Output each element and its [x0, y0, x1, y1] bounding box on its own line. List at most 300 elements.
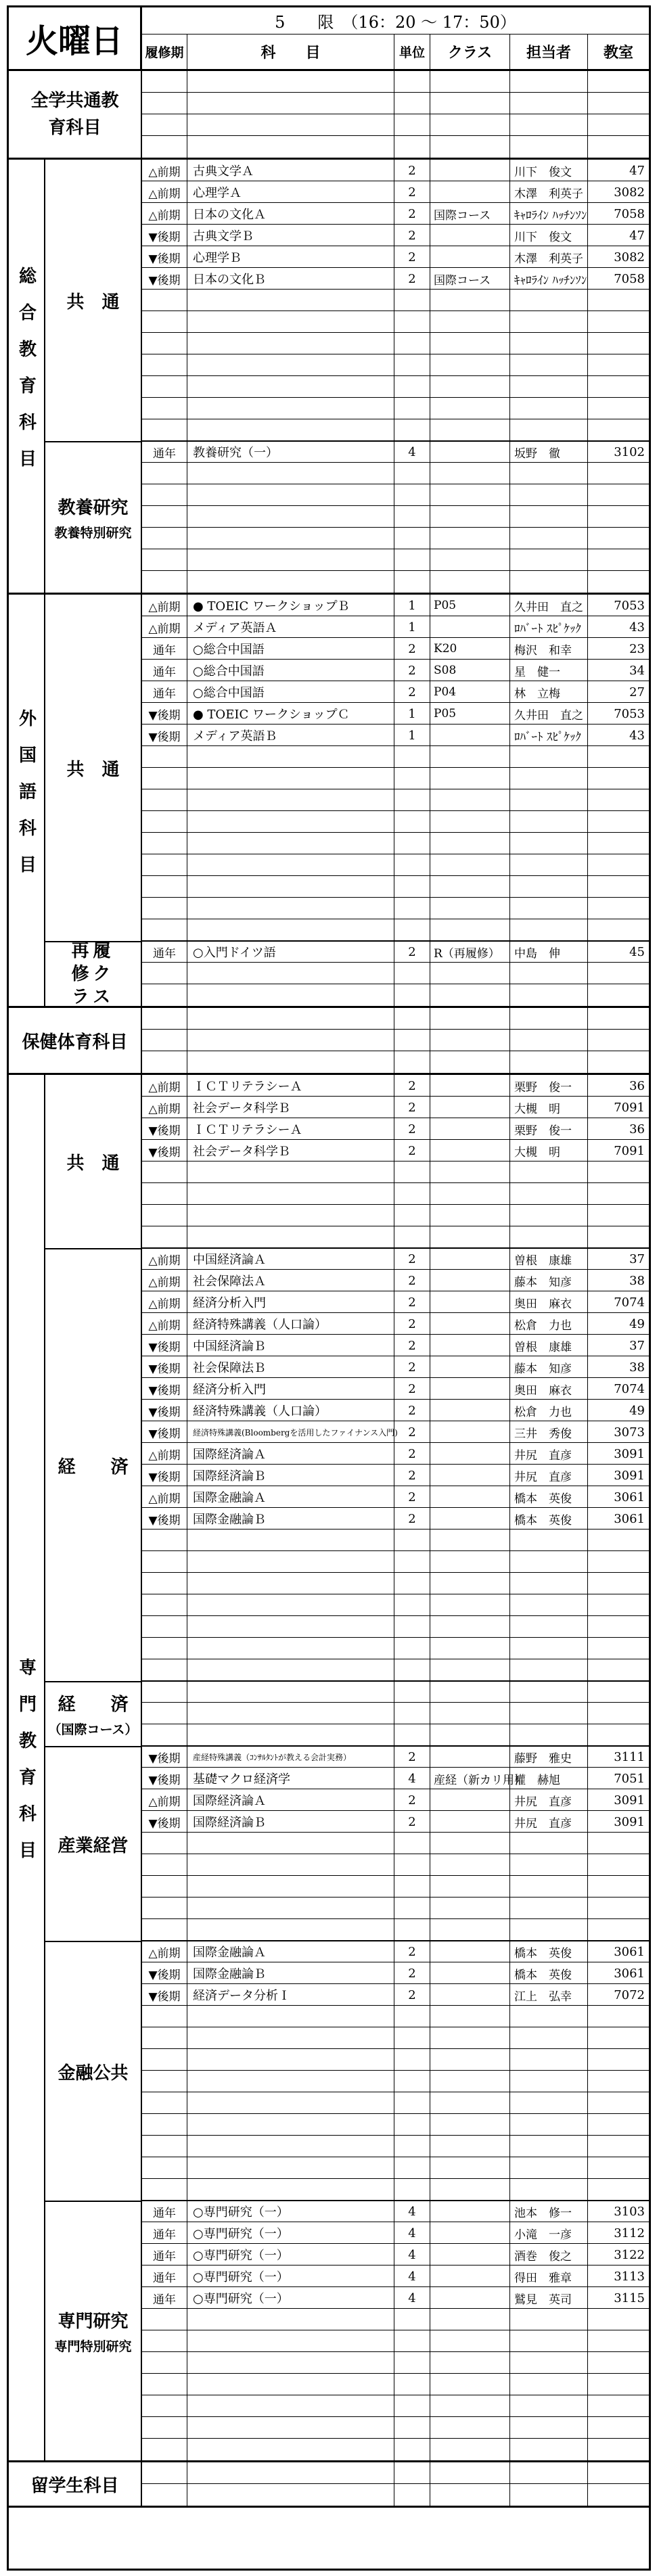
- unit-cell: [394, 2330, 430, 2352]
- empty-row: [142, 1162, 649, 1183]
- empty-row: [142, 963, 649, 984]
- unit-cell: 4: [394, 2222, 430, 2244]
- room-cell: 23: [629, 641, 645, 656]
- unit-cell: [394, 2179, 430, 2201]
- room-cell: [588, 1659, 649, 1681]
- teacher-cell: [510, 1703, 588, 1724]
- unit-cell: [394, 1638, 430, 1659]
- room-cell: [588, 768, 649, 789]
- course-row: [142, 1421, 649, 1443]
- class-cell: [430, 290, 510, 311]
- empty-row: [142, 1833, 649, 1854]
- class-cell: [430, 1594, 510, 1616]
- subject-cell: [187, 1030, 394, 1051]
- day-title: 火曜日: [9, 7, 142, 71]
- class-cell: [430, 398, 510, 419]
- course-row: [142, 160, 649, 181]
- subject-cell: [187, 290, 394, 311]
- teacher-cell: 得田 雅章: [510, 2266, 588, 2287]
- term-cell: [142, 919, 187, 941]
- term-cell: [142, 2352, 187, 2374]
- class-cell: [430, 1811, 510, 1833]
- empty-row: [142, 1051, 649, 1073]
- room-cell: 3102: [614, 444, 645, 459]
- course-row: [142, 616, 649, 638]
- term-cell: [142, 1162, 187, 1183]
- class-cell: [430, 2352, 510, 2374]
- subject-cell: 日本の文化Ｂ: [187, 268, 394, 290]
- class-cell: [430, 311, 510, 333]
- empty-row: [142, 1226, 649, 1248]
- class-cell: [430, 1941, 510, 1962]
- subject-cell: [187, 1919, 394, 1941]
- subsection-divider: [142, 1680, 649, 1682]
- teacher-cell: [510, 93, 588, 114]
- class-cell: [430, 2092, 510, 2114]
- subject-cell: [187, 1616, 394, 1638]
- unit-cell: [394, 1051, 430, 1073]
- room-cell: [588, 2027, 649, 2049]
- teacher-cell: [510, 811, 588, 833]
- term-cell: [142, 2049, 187, 2071]
- course-row: [142, 1097, 649, 1118]
- course-row: [142, 2222, 649, 2244]
- class-cell: [430, 2417, 510, 2439]
- teacher-cell: [510, 2439, 588, 2460]
- unit-cell: [394, 768, 430, 789]
- empty-row: [142, 549, 649, 571]
- subject-cell: [187, 528, 394, 549]
- teacher-cell: [510, 1854, 588, 1876]
- subject-cell: [187, 114, 394, 136]
- subject-cell: 国際経済論Ａ: [187, 1789, 394, 1811]
- room-cell: [588, 528, 649, 549]
- teacher-cell: [510, 398, 588, 419]
- unit-cell: 2: [394, 1248, 430, 1270]
- empty-row: [142, 768, 649, 789]
- subcategory-sogo-kyotsu: [45, 160, 142, 441]
- class-cell: [430, 1746, 510, 1768]
- room-cell: [588, 333, 649, 354]
- unit-cell: 1: [394, 595, 430, 616]
- subject-cell: ● TOEIC ワークショップＢ: [187, 595, 394, 616]
- empty-row: [142, 876, 649, 898]
- class-cell: [430, 333, 510, 354]
- class-cell: [430, 768, 510, 789]
- class-cell: [430, 1465, 510, 1486]
- room-cell: [588, 1030, 649, 1051]
- class-cell: [430, 1075, 510, 1097]
- class-cell: [430, 2309, 510, 2330]
- empty-row: [142, 528, 649, 549]
- unit-cell: [394, 963, 430, 984]
- subject-cell: [187, 1898, 394, 1919]
- room-cell: [588, 2309, 649, 2330]
- unit-cell: 4: [394, 2266, 430, 2287]
- term-cell: 通年: [142, 2201, 187, 2222]
- term-cell: [142, 876, 187, 898]
- subject-cell: [187, 2006, 394, 2027]
- unit-cell: 2: [394, 1811, 430, 1833]
- teacher-cell: 酒巻 俊之: [510, 2244, 588, 2266]
- term-cell: [142, 1703, 187, 1724]
- unit-cell: [394, 2462, 430, 2484]
- unit-cell: [394, 1703, 430, 1724]
- class-cell: [430, 2049, 510, 2071]
- unit-cell: 4: [394, 2287, 430, 2309]
- course-row: [142, 1356, 649, 1378]
- room-cell: 3082: [614, 250, 645, 264]
- subject-cell: 経済特殊講義（人口論）: [187, 1313, 394, 1335]
- subject-cell: [187, 1551, 394, 1573]
- unit-cell: [394, 2157, 430, 2179]
- subject-cell: 経済分析入門: [187, 1291, 394, 1313]
- class-cell: [430, 1530, 510, 1551]
- subject-cell: [187, 333, 394, 354]
- subject-cell: [187, 1876, 394, 1898]
- unit-cell: [394, 2352, 430, 2374]
- teacher-cell: 三井 秀俊: [510, 1421, 588, 1443]
- class-cell: [430, 789, 510, 811]
- subject-cell: 国際金融論Ａ: [187, 1486, 394, 1508]
- empty-row: [142, 1205, 649, 1226]
- unit-cell: [394, 1162, 430, 1183]
- category-zengaku: 全学共通教育科目: [9, 71, 142, 158]
- subject-cell: [187, 1226, 394, 1248]
- class-cell: [430, 1162, 510, 1183]
- course-row: [142, 1248, 649, 1270]
- course-row: [142, 2266, 649, 2287]
- term-cell: [142, 2374, 187, 2395]
- class-cell: [430, 1421, 510, 1443]
- unit-cell: [394, 1681, 430, 1703]
- subject-cell: [187, 2027, 394, 2049]
- unit-cell: 2: [394, 1140, 430, 1162]
- teacher-cell: [510, 463, 588, 484]
- class-cell: [430, 1659, 510, 1681]
- teacher-cell: [510, 1919, 588, 1941]
- room-cell: [588, 833, 649, 854]
- category-gaikoku: [9, 595, 45, 1006]
- term-cell: △前期: [142, 1443, 187, 1465]
- term-cell: ▼後期: [142, 1140, 187, 1162]
- subcategory-gai-kyotsu: [45, 595, 142, 941]
- subject-cell: 国際金融論Ａ: [187, 1941, 394, 1962]
- subject-cell: [187, 506, 394, 528]
- subsection-divider: [142, 940, 649, 942]
- class-cell: [430, 876, 510, 898]
- class-cell: [430, 2006, 510, 2027]
- class-cell: [430, 746, 510, 768]
- course-row: [142, 638, 649, 660]
- class-cell: [430, 463, 510, 484]
- term-cell: [142, 484, 187, 506]
- unit-cell: [394, 333, 430, 354]
- subject-cell: [187, 2049, 394, 2071]
- term-cell: 通年: [142, 941, 187, 963]
- subject-cell: 社会データ科学Ｂ: [187, 1097, 394, 1118]
- teacher-cell: 鷲見 英司: [510, 2287, 588, 2309]
- unit-cell: 2: [394, 638, 430, 660]
- category-ryugaku: 留学生科目: [9, 2462, 142, 2506]
- empty-row: [142, 2049, 649, 2071]
- term-cell: [142, 2027, 187, 2049]
- subsection-divider: [142, 1940, 649, 1941]
- subcategory-keizai-course-sublabel: （国際コース）: [48, 1722, 138, 1737]
- room-cell: [588, 2049, 649, 2071]
- subcategory-keizai-course: [45, 1681, 142, 1746]
- subject-cell: [187, 768, 394, 789]
- class-cell: P05: [430, 595, 510, 616]
- teacher-cell: [510, 1051, 588, 1073]
- unit-cell: [394, 898, 430, 919]
- room-cell: [588, 1833, 649, 1854]
- subsection-divider: [142, 440, 649, 442]
- class-cell: [430, 1248, 510, 1270]
- term-cell: [142, 2309, 187, 2330]
- term-cell: [142, 114, 187, 136]
- subject-cell: [187, 1008, 394, 1030]
- empty-row: [142, 2417, 649, 2439]
- room-cell: [588, 1162, 649, 1183]
- subject-cell: [187, 376, 394, 398]
- term-cell: △前期: [142, 1097, 187, 1118]
- unit-cell: 2: [394, 1313, 430, 1335]
- unit-cell: [394, 463, 430, 484]
- class-cell: [430, 528, 510, 549]
- term-cell: [142, 311, 187, 333]
- teacher-cell: 藤野 雅史: [510, 1746, 588, 1768]
- subject-cell: 基礎マクロ経済学: [187, 1768, 394, 1789]
- room-cell: [588, 376, 649, 398]
- teacher-cell: 木澤 利英子: [510, 181, 588, 203]
- room-cell: 7074: [614, 1295, 645, 1310]
- subject-cell: [187, 1724, 394, 1746]
- teacher-cell: 坂野 徹: [510, 441, 588, 463]
- subject-cell: 国際経済論Ｂ: [187, 1465, 394, 1486]
- class-cell: [430, 181, 510, 203]
- subject-cell: [187, 919, 394, 941]
- room-cell: [588, 2136, 649, 2157]
- class-cell: [430, 2222, 510, 2244]
- unit-cell: [394, 528, 430, 549]
- subcategory-senmon-kenkyu: [45, 2201, 142, 2460]
- subject-cell: 社会保障法Ａ: [187, 1270, 394, 1291]
- unit-cell: 2: [394, 660, 430, 681]
- unit-cell: 4: [394, 441, 430, 463]
- room-cell: [588, 114, 649, 136]
- room-cell: 7053: [614, 598, 645, 613]
- room-cell: [588, 2352, 649, 2374]
- subject-cell: [187, 398, 394, 419]
- teacher-cell: [510, 2417, 588, 2439]
- term-cell: △前期: [142, 160, 187, 181]
- term-cell: [142, 1898, 187, 1919]
- term-cell: ▼後期: [142, 1768, 187, 1789]
- room-cell: [588, 2395, 649, 2417]
- room-cell: 3082: [614, 185, 645, 200]
- unit-cell: [394, 71, 430, 93]
- empty-row: [142, 898, 649, 919]
- term-cell: [142, 1681, 187, 1703]
- course-row: [142, 246, 649, 268]
- empty-row: [142, 136, 649, 158]
- subcategory-sairishu-label: 再履修クラス: [71, 941, 115, 1007]
- subject-cell: [187, 136, 394, 158]
- room-cell: [588, 789, 649, 811]
- course-row: [142, 941, 649, 963]
- subject-cell: ● TOEIC ワークショップＣ: [187, 703, 394, 724]
- unit-cell: [394, 2309, 430, 2330]
- category-sogo-text: 総合教育科目: [16, 267, 37, 486]
- period-title: 5 限 （16：20 ～ 17：50）: [142, 7, 649, 34]
- room-cell: [588, 876, 649, 898]
- term-cell: [142, 854, 187, 876]
- empty-row: [142, 1551, 649, 1573]
- subcategory-kinyu-label: 金融公共: [58, 2063, 129, 2084]
- unit-cell: 2: [394, 181, 430, 203]
- subject-cell: [187, 1854, 394, 1876]
- term-cell: ▼後期: [142, 268, 187, 290]
- term-cell: [142, 1573, 187, 1594]
- subcategory-kyoyo: [45, 441, 142, 593]
- empty-row: [142, 1183, 649, 1205]
- unit-cell: 4: [394, 2201, 430, 2222]
- term-cell: ▼後期: [142, 1378, 187, 1400]
- course-row: [142, 1291, 649, 1313]
- teacher-cell: 井尻 直彦: [510, 1789, 588, 1811]
- subject-cell: [187, 2071, 394, 2092]
- unit-cell: 2: [394, 1291, 430, 1313]
- term-cell: [142, 2179, 187, 2201]
- term-cell: ▼後期: [142, 1421, 187, 1443]
- term-cell: ▼後期: [142, 225, 187, 246]
- unit-cell: 2: [394, 1097, 430, 1118]
- unit-cell: 2: [394, 203, 430, 225]
- room-cell: [588, 811, 649, 833]
- category-senmon: [9, 1075, 45, 2460]
- class-cell: [430, 919, 510, 941]
- class-cell: [430, 484, 510, 506]
- unit-cell: [394, 484, 430, 506]
- empty-row: [142, 789, 649, 811]
- term-cell: [142, 768, 187, 789]
- empty-row: [142, 854, 649, 876]
- subject-cell: [187, 833, 394, 854]
- class-cell: [430, 1097, 510, 1118]
- teacher-cell: [510, 984, 588, 1006]
- class-cell: [430, 1313, 510, 1335]
- class-cell: [430, 2244, 510, 2266]
- subcategory-keizai: [45, 1248, 142, 1681]
- teacher-cell: 栗野 俊一: [510, 1075, 588, 1097]
- class-cell: [430, 506, 510, 528]
- subject-cell: 経済分析入門: [187, 1378, 394, 1400]
- unit-cell: [394, 2049, 430, 2071]
- empty-row: [142, 1616, 649, 1638]
- unit-cell: [394, 1724, 430, 1746]
- teacher-cell: [510, 1659, 588, 1681]
- class-cell: [430, 1051, 510, 1073]
- subject-cell: [187, 811, 394, 833]
- term-cell: ▼後期: [142, 1118, 187, 1140]
- teacher-cell: 久井田 直之: [510, 703, 588, 724]
- subject-cell: [187, 1573, 394, 1594]
- room-cell: 3061: [614, 1966, 645, 1981]
- class-cell: 産経（新カリ用）: [430, 1768, 510, 1789]
- unit-cell: 2: [394, 1335, 430, 1356]
- teacher-cell: [510, 2330, 588, 2352]
- teacher-cell: ﾛﾊﾞｰﾄ ｽﾋﾟｹｯｸ: [510, 616, 588, 638]
- teacher-cell: 曽根 康雄: [510, 1335, 588, 1356]
- subject-cell: ○専門研究（一）: [187, 2244, 394, 2266]
- term-cell: [142, 2157, 187, 2179]
- term-cell: 通年: [142, 660, 187, 681]
- subcategory-kyoyo-sublabel: 教養特別研究: [54, 526, 132, 540]
- unit-cell: 2: [394, 1378, 430, 1400]
- room-cell: [588, 1681, 649, 1703]
- class-cell: [430, 1335, 510, 1356]
- term-cell: [142, 136, 187, 158]
- unit-cell: [394, 311, 430, 333]
- subject-cell: [187, 419, 394, 441]
- term-cell: [142, 463, 187, 484]
- class-cell: [430, 114, 510, 136]
- term-cell: 通年: [142, 2266, 187, 2287]
- unit-cell: [394, 506, 430, 528]
- empty-row: [142, 398, 649, 419]
- unit-cell: 2: [394, 1486, 430, 1508]
- subject-cell: 中国経済論Ａ: [187, 1248, 394, 1270]
- teacher-cell: [510, 789, 588, 811]
- course-row: [142, 1465, 649, 1486]
- course-row: [142, 1313, 649, 1335]
- class-cell: [430, 441, 510, 463]
- empty-row: [142, 114, 649, 136]
- unit-cell: [394, 2136, 430, 2157]
- subject-cell: [187, 1162, 394, 1183]
- room-cell: [588, 963, 649, 984]
- teacher-cell: [510, 1183, 588, 1205]
- term-cell: △前期: [142, 1313, 187, 1335]
- unit-cell: [394, 1898, 430, 1919]
- subject-cell: ＩＣＴリテラシーＡ: [187, 1118, 394, 1140]
- category-senmon-text: 専門教育科目: [16, 1658, 37, 1877]
- subcategory-sairishu: [45, 941, 142, 1006]
- class-cell: 国際コース: [430, 268, 510, 290]
- room-cell: 45: [629, 944, 645, 959]
- room-cell: [588, 354, 649, 376]
- subject-cell: [187, 2114, 394, 2136]
- subject-cell: 経済特殊講義(Bloombergを活用したファイナンス入門): [187, 1421, 394, 1443]
- term-cell: [142, 1530, 187, 1551]
- teacher-cell: ｷｬﾛﾗｲﾝ ﾊｯﾁﾝｿﾝ: [510, 268, 588, 290]
- room-cell: 3115: [614, 2291, 645, 2305]
- room-cell: [588, 1205, 649, 1226]
- teacher-cell: [510, 528, 588, 549]
- subject-cell: ○総合中国語: [187, 660, 394, 681]
- subject-cell: [187, 71, 394, 93]
- class-cell: [430, 1681, 510, 1703]
- room-cell: 7091: [614, 1143, 645, 1158]
- class-cell: [430, 354, 510, 376]
- course-row: [142, 703, 649, 724]
- unit-cell: 2: [394, 1356, 430, 1378]
- class-cell: [430, 2157, 510, 2179]
- subject-cell: 国際金融論Ｂ: [187, 1508, 394, 1530]
- room-cell: [588, 746, 649, 768]
- class-cell: [430, 1962, 510, 1984]
